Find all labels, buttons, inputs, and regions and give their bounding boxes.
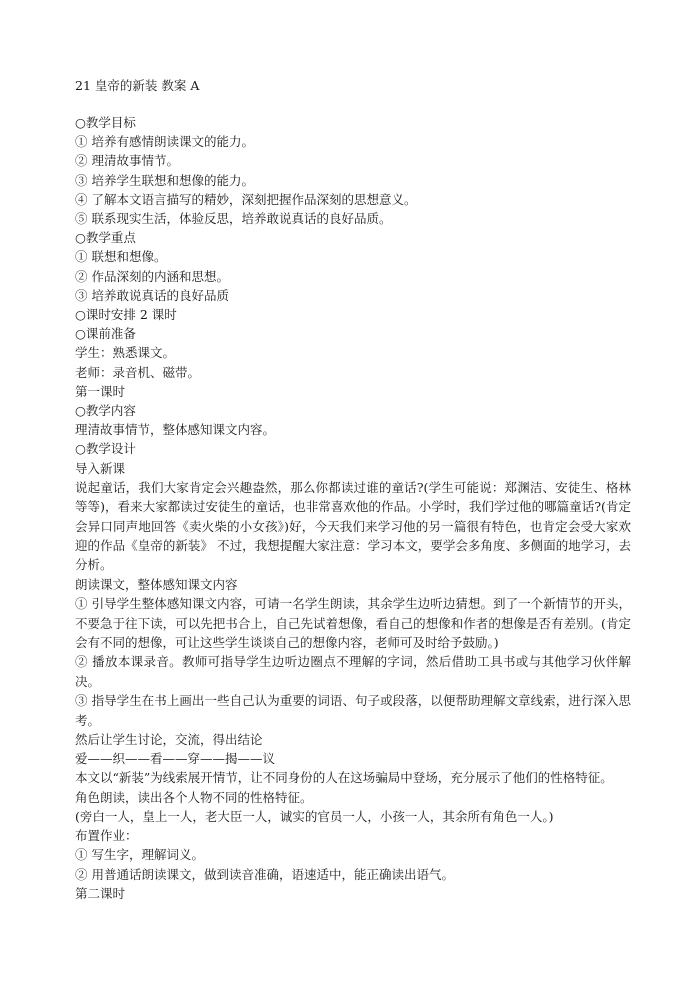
body-paragraph: ① 引导学生整体感知课文内容，可请一名学生朗读，其余学生边听边猜想。到了一个新情节的开头，不要急于往下读，可以先把书合上，自己先试着想像，看自己的想像和作者的想像是否有差别。(肯定会有不同的想像，可让这些学生谈谈自己的想像内容，老师可及时给予鼓励。): [75, 596, 631, 650]
body-line: 学生：熟悉课文。: [75, 345, 176, 361]
body-line: ○教学内容: [75, 403, 136, 419]
document-title: 21 皇帝的新装 教案 A: [75, 78, 200, 93]
body-line: 第二课时: [75, 885, 126, 901]
body-line: 布置作业：: [75, 828, 138, 844]
body-line: ③ 培养敢说真话的良好品质: [75, 287, 229, 303]
body-line: 理清故事情节，整体感知课文内容。: [75, 422, 276, 438]
body-line: ① 写生字，理解词义。: [75, 847, 204, 863]
body-line: ○教学目标: [75, 115, 136, 130]
body-line: ○教学设计: [75, 441, 136, 457]
body-line: (旁白一人，皇上一人，老大臣一人，诚实的官员一人，小孩一人，其余所有角色一人。): [75, 808, 554, 824]
body-line: ① 联想和想像。: [75, 249, 167, 265]
body-line: 角色朗读，读出各个人物不同的性格特征。: [75, 789, 313, 805]
body-line: 导入新课: [75, 460, 126, 476]
body-line: 然后让学生讨论，交流，得出结论: [75, 731, 263, 747]
body-line: 老师：录音机、磁带。: [75, 364, 201, 380]
document-body: [75, 113, 631, 903]
body-paragraph: 本文以“新装”为线索展开情节，让不同身份的人在这场骗局中登场，充分展示了他们的性格特征。: [75, 770, 613, 786]
document-page: [75, 76, 631, 903]
body-line: ○教学重点: [75, 230, 136, 246]
body-line: 第一课时: [75, 383, 126, 399]
body-line: 爱——织——看——穿——揭——议: [75, 751, 276, 767]
body-line: ③ 培养学生联想和想像的能力。: [75, 172, 254, 188]
body-line: ○课时安排 2 课时: [75, 307, 177, 323]
body-paragraph: ② 播放本课录音。教师可指导学生边听边圈点不理解的字词，然后借助工具书或与其他学习伙伴解决。: [75, 654, 631, 689]
body-line: ② 作品深刻的内涵和思想。: [75, 268, 229, 284]
blank-gap: [75, 95, 631, 113]
body-line: ○课前准备: [75, 326, 136, 342]
body-line: ① 培养有感情朗读课文的能力。: [75, 134, 254, 150]
body-paragraph: ③ 指导学生在书上画出一些自己认为重要的词语、句子或段落，以便帮助理解文章线索，进行深入思考。: [75, 693, 631, 728]
body-line: ② 理清故事情节。: [75, 153, 179, 169]
body-line: 朗读课文，整体感知课文内容: [75, 576, 238, 592]
body-paragraph: 说起童话，我们大家肯定会兴趣盎然，那么你都读过谁的童话?(学生可能说：郑渊洁、安徒生、格林等等)，看来大家都读过安徒生的童话，也非常喜欢他的作品。小学时，我们学过他的哪篇童话?(肯定会异口同声地回答《卖火柴的小女孩》)好，今天我们来学习他的另一篇很有特色，也肯定会受大家欢迎的作品《皇帝的新装》 不过，我想提醒大家注意：学习本文，要学会多角度、多侧面的地学习，去分析。: [75, 479, 631, 573]
body-line: ⑤ 联系现实生活，体验反思，培养敢说真话的良好品质。: [75, 211, 392, 227]
body-line: ② 用普通话朗读课文，做到读音准确，语速适中，能正确读出语气。: [75, 866, 454, 882]
body-line: ④ 了解本文语言描写的精妙，深刻把握作品深刻的思想意义。: [75, 191, 417, 207]
